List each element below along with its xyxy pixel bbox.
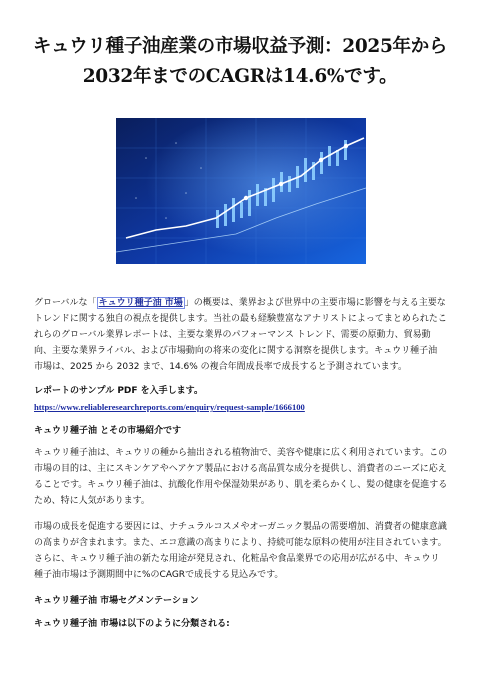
description-paragraph: キュウリ種子油は、キュウリの種から抽出される植物油で、美容や健康に広く利用されています。この市場の目的は、主にスキンケアやヘアケア製品における高品質な成分を提供し、消費者のニーズに応えることです。キュウリ種子油は、抗酸化作用や保湿効果があり、肌を柔らかくし、髪の健康を促進するため、特に人気があります。: [34, 448, 448, 506]
sample-pdf-label: レポートのサンプル PDF を入手します。: [34, 386, 203, 396]
sample-request-link[interactable]: https://www.reliableresearchreports.com/enquiry/request-sample/1666100: [34, 402, 305, 412]
intro-pre: グローバルな「: [34, 298, 97, 308]
market-keyword-link[interactable]: キュウリ種子油 市場: [98, 298, 183, 308]
section-heading-classification: キュウリ種子油 市場は以下のように分類される:: [34, 619, 230, 629]
section-heading-intro: キュウリ種子油 とその市場紹介です: [34, 426, 182, 436]
market-graph-image: [116, 118, 366, 264]
page-title: キュウリ種子油産業の市場収益予測：2025年から2032年までのCAGRは14.6%です。: [32, 36, 448, 87]
article-body: [34, 295, 448, 638]
growth-paragraph: 市場の成長を促進する要因には、ナチュラルコスメやオーガニック製品の需要増加、消費者の健康意識の高まりが含まれます。また、エコ意識の高まりにより、持続可能な原料の使用が注目されています。さらに、キュウリ種子油の新たな用途が発見され、化粧品や食品業界での応用が広がる中、キュウリ種子油市場は予測期間中に%のCAGRで成長する見込みです。: [34, 522, 447, 580]
section-heading-segmentation: キュウリ種子油 市場セグメンテーション: [34, 596, 199, 606]
intro-post: 」の概要は、業界および世界中の主要市場に影響を与える主要なトレンドに関する独自の視点を提供します。当社の最も経験豊富なアナリストによってまとめられたこれらのグローバル業界レポートは、主要な業界のパフォーマンス トレンド、需要の原動力、貿易動向、主要な業界ライバル、および市場動向の将来の変化に関する洞察を提供します。キュウリ種子油 市場は、2025 から 2032 まで、14.6% の複合年間成長率で成長すると予測されています。: [34, 298, 447, 372]
intro-paragraph: [34, 295, 448, 375]
